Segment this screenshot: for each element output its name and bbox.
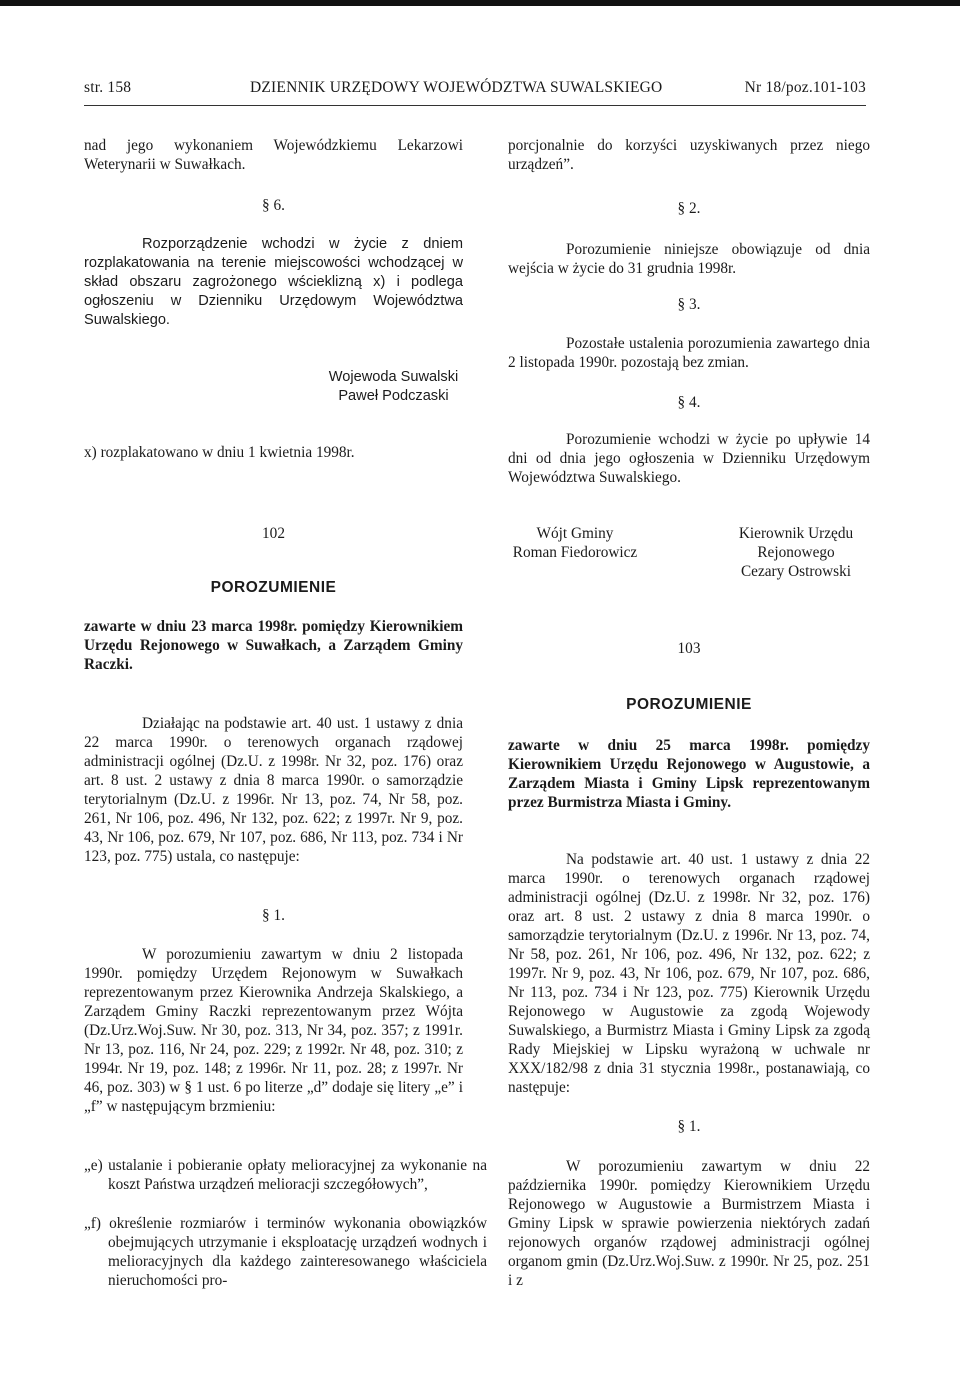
- section-mark: § 2.: [677, 200, 701, 217]
- legal-basis: Na podstawie art. 40 ust. 1 ustawy z dnia 22 marca 1990r. o terenowych organach rządowej administracji ogólnej (Dz.U. z 1998r. Nr 32, poz. 176) oraz art. 8 ust. 2 ustawy z dnia 8 marca 1990r. o samorządzie terytorialnym (Dz.U. z 1996r. Nr 13, poz. 74, Nr 58, poz. 261, Nr 106, poz. 496, Nr 132, poz. 622; z 1997r. Nr 9, poz. 43, Nr 106, poz. 679, Nr 107, poz. 686, Nr 113, poz. 734 i Nr 123, poz. 775) Kierownik Urzędu Rejonowego w Augustowie za zgodą Wojewody Suwalskiego, a Burmistrz Miasta i Gminy Lipsk za zgodą Rady Miejskiej w Lipsku wyrażoną w uchwale nr XXX/182/98 z dnia 31 stycznia 1998r., postanawiają, co następuje:: [508, 851, 870, 1096]
- section-mark: § 1.: [677, 1118, 701, 1135]
- paragraph: W porozumieniu zawartym w dniu 2 listopada 1990r. pomiędzy Urzędem Rejonowym w Suwałkach reprezentowanym przez Kierownika Andrzeja Skalskiego, a Zarządem Gminy Raczki reprezentowanym przez Wójta (Dz.Urz.Woj.Suw. Nr 30, poz. 313, Nr 34, poz. 357; z 1991r. Nr 13, poz. 116, Nr 24, poz. 229; z 1992r. Nr 48, poz. 310; z 1994r. Nr 19, poz. 148; z 1996r. Nr 11, poz. 28; z 1997r. Nr 46, poz. 303) w § 1 ust. 6 po literze „d” dodaje się litery „e” i „f” w następującym brzmieniu:: [84, 946, 463, 1115]
- paragraph: Pozostałe ustalenia porozumienia zawartego dnia 2 listopada 1990r. pozostają bez zmian.: [508, 335, 870, 371]
- signature-block: [324, 368, 463, 406]
- section-mark: § 3.: [677, 296, 701, 313]
- paragraph: Porozumienie niniejsze obowiązuje od dnia wejścia w życie do 31 grudnia 1998r.: [508, 241, 870, 277]
- signature-name: Roman Fiedorowicz: [512, 544, 638, 561]
- item-number: 102: [262, 525, 285, 542]
- journal-title: DZIENNIK URZĘDOWY WOJEWÓDZTWA SUWALSKIEGO: [250, 79, 663, 96]
- paragraph: nad jego wykonaniem Wojewódzkiemu Lekarzowi Weterynarii w Suwałkach.: [84, 137, 463, 173]
- document-heading: POROZUMIENIE: [210, 579, 337, 596]
- section-mark: § 4.: [677, 394, 701, 411]
- item-number: 103: [677, 640, 701, 657]
- signature-title: Wojewoda Suwalski: [328, 369, 459, 385]
- list-item: „f) określenie rozmiarów i terminów wykonania obowiązków obejmujących utrzymanie i eksploatację urządzeń wodnych i melioracyjnych dla każdego zainteresowanego właściciela nieruchomości pro-: [84, 1215, 487, 1289]
- signature-block: [508, 524, 642, 562]
- issue-number: Nr 18/poz.101-103: [744, 79, 866, 96]
- section-mark: § 1.: [262, 907, 285, 924]
- signature-name: Paweł Podczaski: [338, 388, 449, 404]
- paragraph: porcjonalnie do korzyści uzyskiwanych przez niego urządzeń”.: [508, 137, 870, 173]
- signature-name: Cezary Ostrowski: [740, 563, 852, 580]
- footnote: x) rozplakatowano w dniu 1 kwietnia 1998r.: [84, 444, 355, 461]
- signature-title: Wójt Gminy: [536, 525, 614, 542]
- signature-block: [732, 524, 860, 581]
- paragraph: Rozporządzenie wchodzi w życie z dniem rozplakatowania na terenie miejscowości wchodzącej w skład obszaru zagrożonego wścieklizną x) i podlega ogłoszeniu w Dzienniku Urzędowym Województwa Suwalskiego.: [84, 236, 463, 328]
- top-border: [0, 0, 960, 6]
- list-item: „e) ustalanie i pobieranie opłaty melioracyjnej za wykonanie na koszt Państwa urządzeń melioracji szczegółowych”,: [84, 1157, 487, 1193]
- signature-title: Kierownik Urzędu: [738, 525, 854, 542]
- agreement-intro: zawarte w dniu 23 marca 1998r. pomiędzy Kierownikiem Urzędu Rejonowego w Suwałkach, a Zarządem Gminy Raczki.: [84, 618, 463, 673]
- page-header: [84, 79, 866, 101]
- agreement-intro: zawarte w dniu 25 marca 1998r. pomiędzy Kierownikiem Urzędu Rejonowego w Augustowie, a Zarządem Miasta i Gminy Lipsk reprezentowanym przez Burmistrza Miasta i Gminy.: [508, 737, 870, 811]
- header-divider: [84, 105, 866, 106]
- page-number: str. 158: [84, 79, 132, 96]
- section-mark: § 6.: [262, 197, 285, 214]
- legal-basis: Działając na podstawie art. 40 ust. 1 ustawy z dnia 22 marca 1990r. o terenowych organach rządowej administracji ogólnej (Dz.U. z 1998r. Nr 32, poz. 176) oraz art. 8 ust. 2 ustawy z dnia 8 marca 1990r. o samorządzie terytorialnym (Dz.U. z 1996r. Nr 13, poz. 74, Nr 58, poz. 261, Nr 106, poz. 496, Nr 132, poz. 622; z 1997r. Nr 9, poz. 43, Nr 106, poz. 679, Nr 107, poz. 686, Nr 113, poz. 734 i Nr 123, poz. 775) ustala, co następuje:: [84, 715, 463, 865]
- document-heading: POROZUMIENIE: [626, 696, 752, 713]
- paragraph: Porozumienie wchodzi w życie po upływie 14 dni od dnia jego ogłoszenia w Dzienniku Urzędowym Województwa Suwalskiego.: [508, 431, 870, 486]
- paragraph: W porozumieniu zawartym w dniu 22 października 1990r. pomiędzy Kierownikiem Urzędu Rejonowego w Augustowie a Burmistrzem Miasta i Gminy Lipsk w sprawie powierzenia niektórych zadań rejonowych organów rządowej administracji ogólnej organom gmin (Dz.Urz.Woj.Suw. z 1990r. Nr 25, poz. 251 i z: [508, 1158, 870, 1289]
- signature-title: Rejonowego: [757, 544, 835, 561]
